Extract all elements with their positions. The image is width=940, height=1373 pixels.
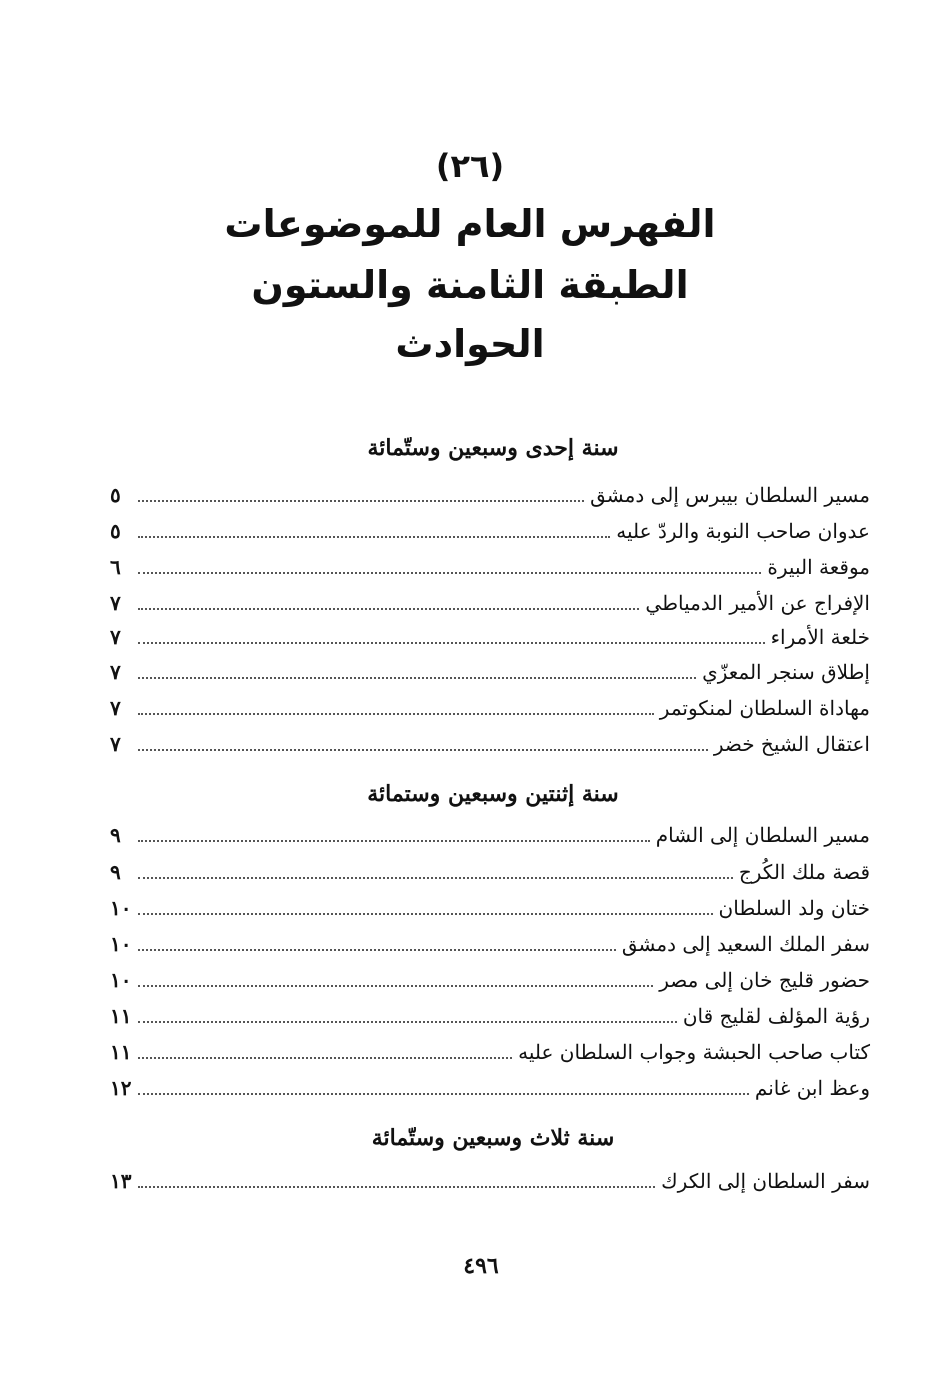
- dot-leader: [138, 536, 610, 538]
- dot-leader: [138, 1093, 749, 1095]
- page-subtitle: الطبقة الثامنة والستون: [251, 263, 689, 307]
- section-heading: سنة ثلاث وسبعين وستّمائة: [371, 1125, 615, 1151]
- entry-title: اعتقال الشيخ خضر: [713, 732, 870, 756]
- entry-page-number: ١٠: [110, 968, 132, 992]
- entry-page-number: ٧: [110, 660, 121, 684]
- dot-leader: [138, 572, 761, 574]
- dot-leader: [138, 913, 713, 915]
- index-entry: [110, 516, 870, 546]
- section-heading: سنة إحدى وسبعين وستّمائة: [367, 435, 619, 461]
- page-title: الفهرس العام للموضوعات: [224, 202, 716, 246]
- entry-page-number: ١١: [110, 1040, 132, 1064]
- entry-page-number: ٥: [110, 519, 121, 543]
- dot-leader: [138, 642, 765, 644]
- entry-title: سفر السلطان إلى الكرك: [661, 1169, 870, 1193]
- entry-page-number: ١٠: [110, 896, 132, 920]
- entry-page-number: ٦: [110, 555, 121, 579]
- entry-title: وعظ ابن غانم: [754, 1076, 870, 1100]
- dot-leader: [138, 1021, 677, 1023]
- dot-leader: [138, 677, 696, 679]
- index-entry: [110, 820, 870, 850]
- dot-leader: [138, 1186, 655, 1188]
- chapter-number: (٢٦): [435, 147, 505, 185]
- page-number: ٤٩٦: [463, 1253, 499, 1279]
- entry-title: مسير السلطان إلى الشام: [655, 823, 870, 847]
- dot-leader: [138, 749, 708, 751]
- entry-page-number: ٧: [110, 696, 121, 720]
- index-entry: [110, 893, 870, 923]
- index-entry: [110, 1073, 870, 1103]
- entry-page-number: ١٣: [110, 1169, 132, 1193]
- entry-page-number: ٥: [110, 483, 121, 507]
- entry-page-number: ٧: [110, 625, 121, 649]
- dot-leader: [138, 949, 616, 951]
- entry-page-number: ١١: [110, 1004, 132, 1028]
- dot-leader: [138, 500, 584, 502]
- index-entry: [110, 480, 870, 510]
- entry-title: عدوان صاحب النوبة والردّ عليه: [616, 519, 870, 543]
- dot-leader: [138, 608, 639, 610]
- index-entry: [110, 929, 870, 959]
- section-heading: سنة إثنتين وسبعين وستمائة: [367, 781, 619, 807]
- index-entry: [110, 622, 870, 652]
- entry-title: سفر الملك السعيد إلى دمشق: [621, 932, 870, 956]
- index-entry: [110, 657, 870, 687]
- entry-title: كتاب صاحب الحبشة وجواب السلطان عليه: [518, 1040, 870, 1064]
- index-entry: [110, 1166, 870, 1196]
- index-entry: [110, 729, 870, 759]
- entry-title: حضور قليج خان إلى مصر: [659, 968, 870, 992]
- entry-page-number: ٧: [110, 732, 121, 756]
- entry-title: موقعة البيرة: [767, 555, 870, 579]
- entry-title: قصة ملك الكُرج: [738, 860, 870, 884]
- entry-page-number: ٩: [110, 860, 121, 884]
- entry-title: ختان ولد السلطان: [718, 896, 870, 920]
- dot-leader: [138, 713, 654, 715]
- entry-page-number: ١٠: [110, 932, 132, 956]
- entry-title: رؤية المؤلف لقليج قان: [682, 1004, 870, 1028]
- index-entry: [110, 552, 870, 582]
- entry-page-number: ١٢: [110, 1076, 132, 1100]
- entry-title: خلعة الأمراء: [770, 625, 870, 649]
- entry-title: مهاداة السلطان لمنكوتمر: [659, 696, 870, 720]
- page-subtitle-events: الحوادث: [395, 322, 545, 366]
- index-entry: [110, 965, 870, 995]
- index-entry: [110, 1001, 870, 1031]
- index-entry: [110, 1037, 870, 1067]
- entry-title: مسير السلطان بيبرس إلى دمشق: [590, 483, 870, 507]
- index-entry: [110, 693, 870, 723]
- dot-leader: [138, 877, 733, 879]
- entry-page-number: ٩: [110, 823, 121, 847]
- entry-page-number: ٧: [110, 591, 121, 615]
- index-entry: [110, 857, 870, 887]
- dot-leader: [138, 840, 650, 842]
- entry-title: إطلاق سنجر المعزّي: [702, 660, 870, 684]
- dot-leader: [138, 1057, 512, 1059]
- index-entry: [110, 588, 870, 618]
- entry-title: الإفراج عن الأمير الدمياطي: [645, 591, 870, 615]
- dot-leader: [138, 985, 653, 987]
